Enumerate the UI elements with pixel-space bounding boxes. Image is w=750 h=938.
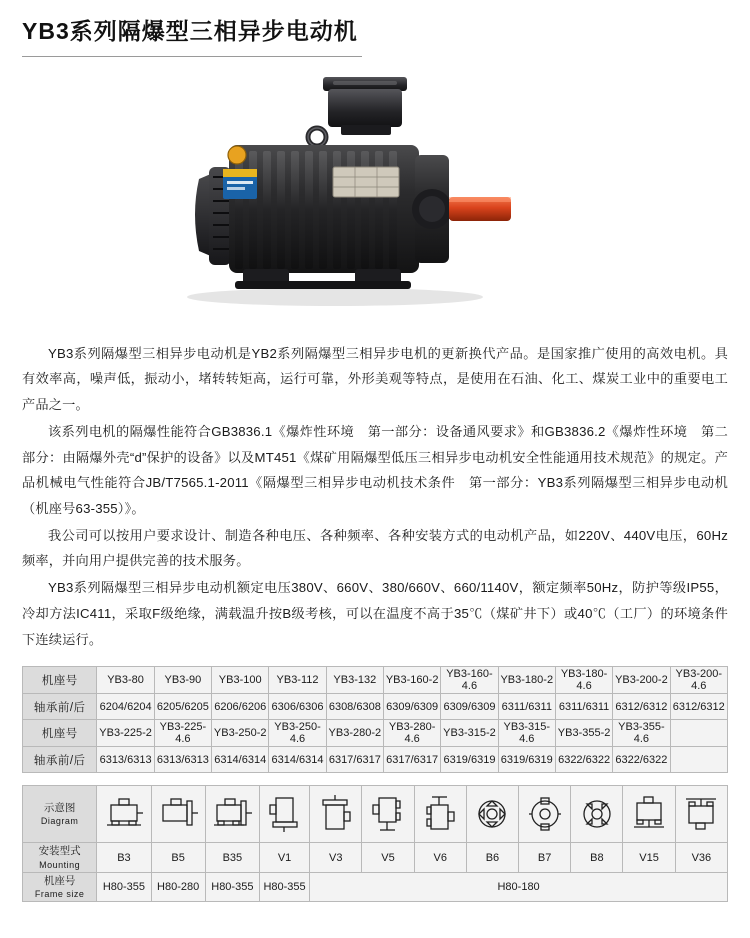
row-label-bearing-1: 轴承前/后 xyxy=(23,694,97,720)
bearing-table xyxy=(22,666,728,773)
cell: YB3-355-4.6 xyxy=(613,720,670,747)
motor-brand-sticker xyxy=(223,169,257,199)
cell: 6308/6308 xyxy=(326,694,383,720)
cell: YB3-250-4.6 xyxy=(269,720,326,747)
cell: B5 xyxy=(151,843,205,872)
cell: B6 xyxy=(466,843,518,872)
row-label-frame-size xyxy=(23,872,97,901)
row-label-diagram-cn: 示意图 xyxy=(43,802,76,815)
cell: B7 xyxy=(519,843,571,872)
cell: 6205/6205 xyxy=(154,694,211,720)
cell: 6306/6306 xyxy=(269,694,326,720)
cell: 6312/6312 xyxy=(670,694,727,720)
cell: 6311/6311 xyxy=(555,694,612,720)
cell: 6309/6309 xyxy=(441,694,498,720)
row-label-diagram-en: Diagram xyxy=(40,816,79,827)
table-row xyxy=(23,667,728,694)
cell: V1 xyxy=(259,843,309,872)
cell: YB3-160-4.6 xyxy=(441,667,498,694)
cell: 6314/6314 xyxy=(269,747,326,773)
mounting-v5-icon xyxy=(362,786,414,843)
table-row xyxy=(23,843,728,872)
cell: YB3-200-2 xyxy=(613,667,670,694)
cell: 6314/6314 xyxy=(212,747,269,773)
cell: 6319/6319 xyxy=(498,747,555,773)
cell: YB3-355-2 xyxy=(555,720,612,747)
mounting-b3-icon xyxy=(97,786,151,843)
table-row xyxy=(23,694,728,720)
cell: 6317/6317 xyxy=(326,747,383,773)
cell: YB3-100 xyxy=(212,667,269,694)
cell: V36 xyxy=(675,843,727,872)
cell: B3 xyxy=(97,843,151,872)
paragraph-3: 我公司可以按用户要求设计、制造各种电压、各种频率、各种安装方式的电动机产品，如220V、440V电压，60Hz频率，并向用户提供完善的技术服务。 xyxy=(22,527,728,569)
row-label-mounting-en: Mounting xyxy=(39,859,81,870)
page-header xyxy=(22,0,728,57)
cell xyxy=(670,747,727,773)
cell: 6312/6312 xyxy=(613,694,670,720)
cell: 6319/6319 xyxy=(441,747,498,773)
cell: YB3-225-2 xyxy=(97,720,154,747)
product-photo xyxy=(22,57,728,339)
row-label-frame-1: 机座号 xyxy=(23,667,97,694)
cell: YB3-112 xyxy=(269,667,326,694)
cell: YB3-180-2 xyxy=(498,667,555,694)
cell: H80-355 xyxy=(97,872,151,901)
cell: H80-280 xyxy=(151,872,205,901)
cell: YB3-90 xyxy=(154,667,211,694)
cell: 6313/6313 xyxy=(154,747,211,773)
cell: B35 xyxy=(205,843,259,872)
cell: 6206/6206 xyxy=(212,694,269,720)
cell: YB3-280-4.6 xyxy=(383,720,440,747)
mounting-b7-icon xyxy=(519,786,571,843)
cell: H80-180 xyxy=(310,872,728,901)
paragraph-1: YB3系列隔爆型三相异步电动机是YB2系列隔爆型三相异步电机的更新换代产品。是国家推广使用的高效电机。具有效率高，噪声低，振动小，堵转转矩高，运行可靠，外形美观等特点，是使用在石油、化工、煤炭工业中的重要电工产品之一。 xyxy=(22,345,728,413)
cell: V3 xyxy=(310,843,362,872)
mounting-v36-icon xyxy=(675,786,727,843)
motor-nameplate xyxy=(333,167,399,197)
bearing-table-block xyxy=(22,666,728,773)
cell: YB3-80 xyxy=(97,667,154,694)
row-label-frame-size-en: Frame size xyxy=(34,888,85,899)
cell: V5 xyxy=(362,843,414,872)
table-row xyxy=(23,872,728,901)
cell: V15 xyxy=(623,843,675,872)
cell: 6204/6204 xyxy=(97,694,154,720)
mounting-v6-icon xyxy=(414,786,466,843)
table-row xyxy=(23,786,728,843)
page-title: YB3系列隔爆型三相异步电动机 xyxy=(22,18,358,44)
cell: YB3-315-4.6 xyxy=(498,720,555,747)
cell: YB3-250-2 xyxy=(212,720,269,747)
mounting-v3-icon xyxy=(310,786,362,843)
table-row xyxy=(23,720,728,747)
cell: YB3-200-4.6 xyxy=(670,667,727,694)
cell: YB3-132 xyxy=(326,667,383,694)
cell: H80-355 xyxy=(205,872,259,901)
mounting-b5-icon xyxy=(151,786,205,843)
row-label-mounting-cn: 安装型式 xyxy=(38,845,81,858)
cell: 6322/6322 xyxy=(613,747,670,773)
cell: 6322/6322 xyxy=(555,747,612,773)
mounting-table xyxy=(22,785,728,902)
cell: YB3-280-2 xyxy=(326,720,383,747)
cell: YB3-225-4.6 xyxy=(154,720,211,747)
cell: YB3-180-4.6 xyxy=(555,667,612,694)
mounting-b6-icon xyxy=(466,786,518,843)
row-label-mounting xyxy=(23,843,97,872)
mounting-b8-icon xyxy=(571,786,623,843)
row-label-frame-2: 机座号 xyxy=(23,720,97,747)
mounting-v15-icon xyxy=(623,786,675,843)
cell: 6317/6317 xyxy=(383,747,440,773)
cell: 6309/6309 xyxy=(383,694,440,720)
mounting-v1-icon xyxy=(259,786,309,843)
mounting-table-block xyxy=(22,785,728,902)
cell xyxy=(670,720,727,747)
paragraph-4: YB3系列隔爆型三相异步电动机额定电压380V、660V、380/660V、660/1140V，额定频率50Hz，防护等级IP55，冷却方法IC411，采取F级绝缘，满载温升按B级考核，可以在温度不高于35℃（煤矿井下）或40℃（工厂）的环境条件下连续运行。 xyxy=(22,580,728,647)
row-label-diagram xyxy=(23,786,97,843)
cell: V6 xyxy=(414,843,466,872)
row-label-bearing-2: 轴承前/后 xyxy=(23,747,97,773)
cell: YB3-160-2 xyxy=(383,667,440,694)
explosion-proof-motor-illustration xyxy=(165,59,585,339)
cell: B8 xyxy=(571,843,623,872)
paragraph-2: 该系列电机的隔爆性能符合GB3836.1《爆炸性环境 第一部分：设备通风要求》和GB3836.2《爆炸性环境 第二部分：由隔爆外壳“d”保护的设备》以及MT451《煤矿用隔爆型低压三相异步电动机安全性能通用技术规范》的规定。产品机械电气性能符合JB/T7565.1-2011《隔爆型三相异步电动机技术条件 第一部分：YB3系列隔爆型三相异步电动机（机座号63-355）》。 xyxy=(22,423,728,516)
cell: 6313/6313 xyxy=(97,747,154,773)
product-description xyxy=(22,341,728,653)
cell: 6311/6311 xyxy=(498,694,555,720)
mounting-b35-icon xyxy=(205,786,259,843)
cell: YB3-315-2 xyxy=(441,720,498,747)
cell: H80-355 xyxy=(259,872,309,901)
table-row xyxy=(23,747,728,773)
row-label-frame-size-cn: 机座号 xyxy=(43,874,76,887)
